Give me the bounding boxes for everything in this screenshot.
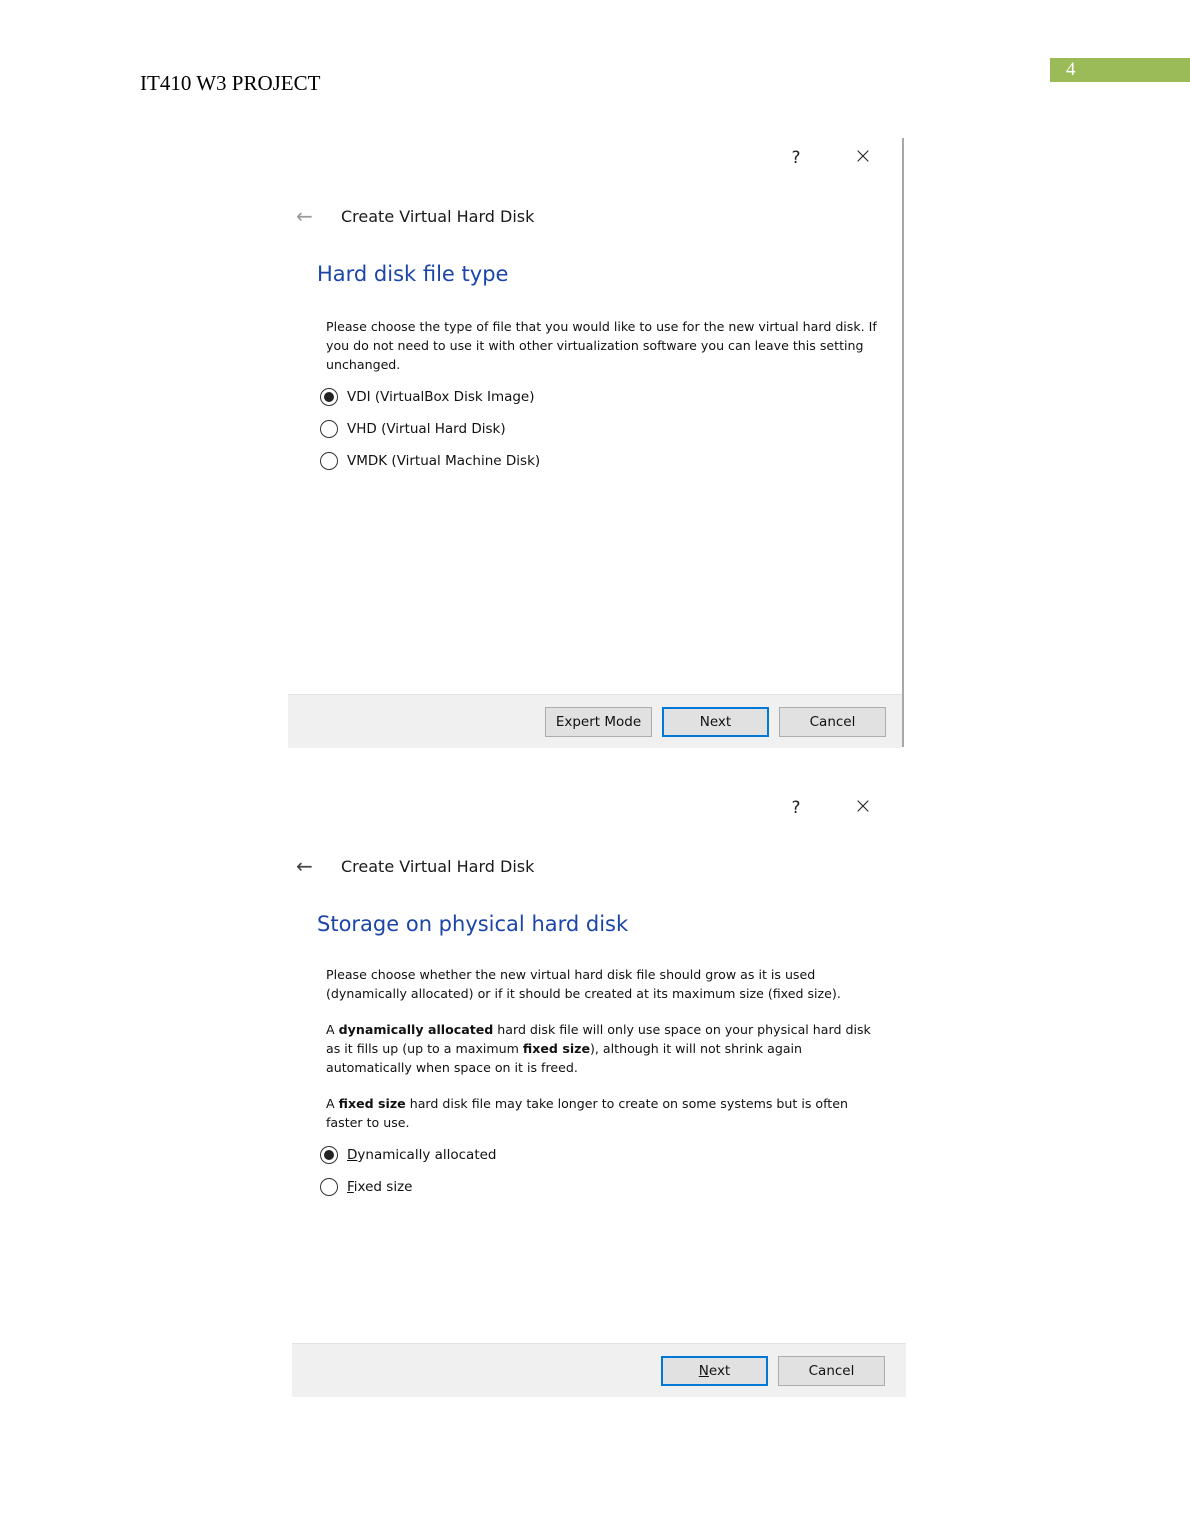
radio-vdi[interactable] bbox=[320, 388, 535, 406]
close-button[interactable]: × bbox=[853, 144, 873, 169]
text-span: A bbox=[326, 1096, 339, 1111]
dialog-footer bbox=[292, 1343, 906, 1397]
help-button[interactable]: ? bbox=[791, 148, 801, 168]
cancel-button[interactable]: Cancel bbox=[779, 707, 886, 737]
next-button[interactable]: Next bbox=[662, 707, 769, 737]
page-heading: Hard disk file type bbox=[317, 262, 509, 286]
page-heading: Storage on physical hard disk bbox=[317, 912, 629, 936]
text-span: ynamically allocated bbox=[357, 1147, 497, 1163]
mnemonic-letter: N bbox=[698, 1363, 709, 1379]
radio-vhd[interactable] bbox=[320, 420, 506, 438]
text-span: ixed size bbox=[353, 1179, 413, 1195]
cancel-button[interactable]: Cancel bbox=[778, 1356, 885, 1386]
text-span: ext bbox=[708, 1363, 731, 1379]
radio-checked-icon[interactable] bbox=[320, 1146, 338, 1164]
text-span: hard disk file may take longer to create on some systems but is often faster to use. bbox=[326, 1096, 848, 1130]
radio-label: VHD (Virtual Hard Disk) bbox=[347, 421, 506, 437]
create-virtual-hard-disk-dialog-file-type bbox=[288, 138, 904, 747]
radio-label: VDI (VirtualBox Disk Image) bbox=[347, 389, 535, 405]
text-span: ), although it will not shrink again automatically when space on it is freed. bbox=[326, 1041, 803, 1075]
text-span: A bbox=[326, 1022, 339, 1037]
mnemonic-letter: F bbox=[347, 1179, 354, 1195]
wizard-nav bbox=[296, 204, 534, 228]
next-button[interactable] bbox=[661, 1356, 768, 1386]
create-virtual-hard-disk-dialog-storage bbox=[288, 788, 902, 1397]
dialog-footer bbox=[288, 694, 902, 748]
back-arrow-icon[interactable]: ← bbox=[296, 204, 313, 228]
bold-term: fixed size bbox=[338, 1096, 406, 1111]
radio-label bbox=[347, 1147, 497, 1163]
radio-unchecked-icon[interactable] bbox=[320, 420, 338, 438]
document-header: IT410 W3 PROJECT bbox=[140, 71, 321, 95]
radio-unchecked-icon[interactable] bbox=[320, 1178, 338, 1196]
radio-fixed-size[interactable] bbox=[320, 1178, 412, 1196]
description-paragraph-2 bbox=[326, 1020, 886, 1077]
bold-term: fixed size bbox=[522, 1041, 591, 1056]
radio-unchecked-icon[interactable] bbox=[320, 452, 338, 470]
close-button[interactable]: × bbox=[853, 794, 873, 819]
expert-mode-button[interactable]: Expert Mode bbox=[545, 707, 652, 737]
radio-label bbox=[347, 1179, 412, 1195]
description-paragraph-1: Please choose whether the new virtual hard disk file should grow as it is used (dynamically allocated) or if it should be created at its maximum size (fixed size). bbox=[326, 967, 841, 1001]
page-number-badge: 4 bbox=[1050, 58, 1190, 82]
back-arrow-icon[interactable]: ← bbox=[296, 854, 313, 878]
text-span: hard disk file will only use space on your physical hard disk as it fills up (up to a maximum bbox=[326, 1022, 871, 1056]
radio-label: VMDK (Virtual Machine Disk) bbox=[347, 453, 541, 469]
radio-vmdk[interactable] bbox=[320, 452, 540, 470]
wizard-nav bbox=[296, 854, 534, 878]
wizard-title: Create Virtual Hard Disk bbox=[341, 856, 535, 876]
radio-dynamically-allocated[interactable] bbox=[320, 1146, 497, 1164]
wizard-title: Create Virtual Hard Disk bbox=[341, 206, 535, 226]
description-paragraph-3 bbox=[326, 1094, 886, 1132]
help-button[interactable]: ? bbox=[791, 798, 801, 818]
bold-term: dynamically allocated bbox=[338, 1022, 494, 1037]
radio-checked-icon[interactable] bbox=[320, 388, 338, 406]
mnemonic-letter: D bbox=[347, 1147, 358, 1163]
description-text: Please choose the type of file that you would like to use for the new virtual hard disk. If you do not need to use it with other virtualization software you can leave this setting unchanged. bbox=[326, 319, 877, 372]
